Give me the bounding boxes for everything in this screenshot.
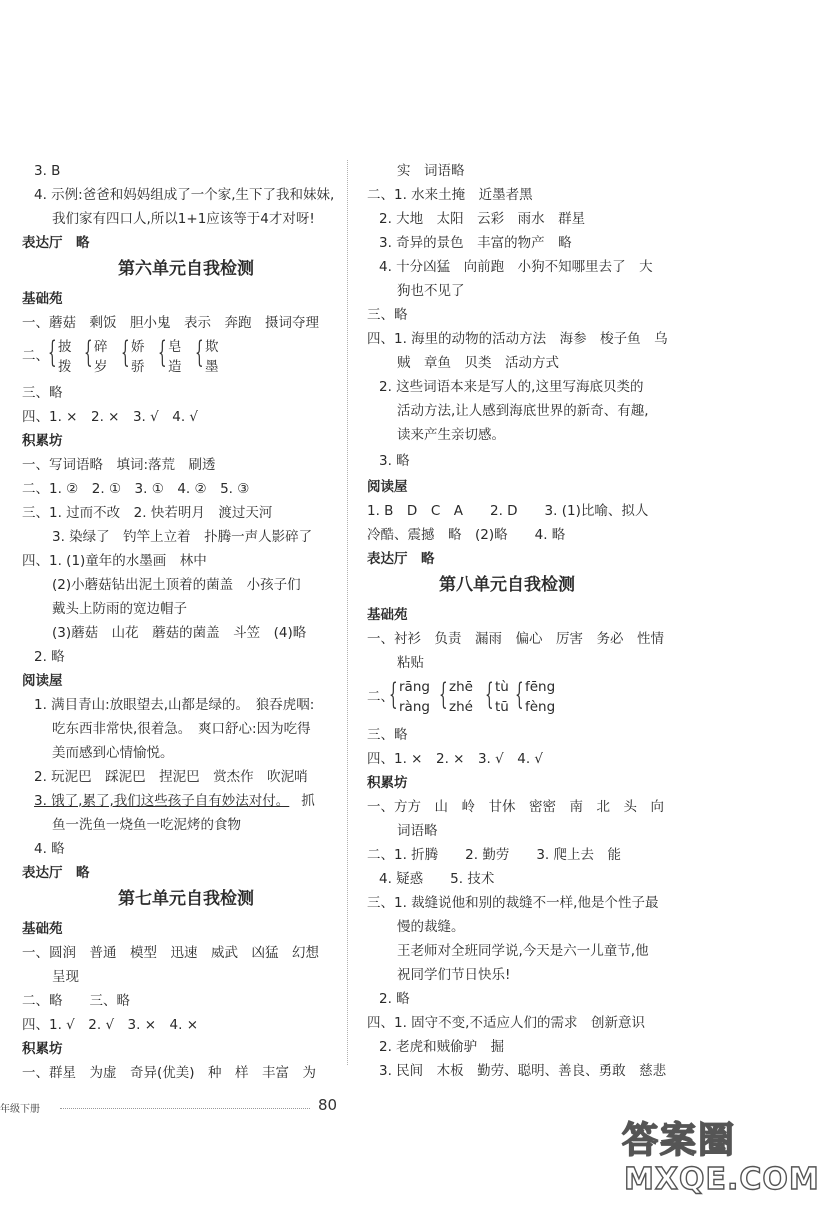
- answer-line: 吃东西非常快,很着急。 爽口舒心:因为吃得: [52, 721, 311, 737]
- answer-line: 2. 略: [379, 991, 410, 1007]
- answer-line: 四、1. √ 2. √ 3. × 4. ×: [22, 1017, 199, 1033]
- answer-line: 狗也不见了: [397, 283, 465, 299]
- answer-line: 读来产生亲切感。: [397, 427, 505, 443]
- char-pair-top: 披: [58, 339, 72, 355]
- underlined-answer: 3. 饿了,累了,我们这些孩子自有妙法对付。: [34, 793, 290, 809]
- brace-icon: {: [48, 335, 57, 370]
- pinyin-top: fēng: [525, 679, 556, 695]
- answer-line: 冷酷、震撼 略 (2)略 4. 略: [367, 527, 566, 543]
- answer-line: 美而感到心情愉悦。: [52, 745, 174, 761]
- answer-line: 二、: [22, 348, 49, 364]
- answer-line: 一、衬衫 负责 漏雨 偏心 厉害 务必 性情: [367, 631, 664, 647]
- brace-icon: {: [84, 335, 93, 370]
- answer-line: 三、略: [367, 727, 408, 743]
- footer-grade-label: 年级下册: [0, 1104, 40, 1115]
- answer-line: 2. 玩泥巴 踩泥巴 捏泥巴 赏杰作 吹泥哨: [34, 769, 308, 785]
- pinyin-bottom: tū: [495, 699, 509, 715]
- char-pair-top: 碎: [94, 339, 108, 355]
- answer-line: 贼 章鱼 贝类 活动方式: [397, 355, 559, 371]
- pinyin-bottom: fèng: [525, 699, 556, 715]
- watermark-url: MXQE.COM: [624, 1162, 820, 1197]
- section-label: 基础苑: [367, 607, 408, 623]
- section-label: 积累坊: [22, 433, 63, 449]
- answer-line: 二、1. 折腾 2. 勤劳 3. 爬上去 能: [367, 847, 622, 863]
- section-label: 积累坊: [367, 775, 408, 791]
- answer-line: 王老师对全班同学说,今天是六一儿童节,他: [397, 943, 649, 959]
- watermark-text: 答案圈: [622, 1120, 737, 1161]
- answer-line: 3. 奇异的景色 丰富的物产 略: [379, 235, 572, 251]
- brace-icon: {: [485, 677, 494, 712]
- answer-line: [34, 792, 315, 810]
- answer-line: 二、1. ② 2. ① 3. ① 4. ② 5. ③: [22, 481, 250, 497]
- answer-line: 粘贴: [397, 655, 424, 671]
- answer-line: 四、1. 海里的动物的活动方法 海参 梭子鱼 乌: [367, 331, 668, 347]
- section-label: 表达厅 略: [22, 865, 90, 881]
- answer-line: 一、群星 为虚 奇异(优美) 种 样 丰富 为: [22, 1065, 317, 1081]
- answer-line: (2)小蘑菇钻出泥土顶着的菌盖 小孩子们: [52, 577, 301, 593]
- section-label: 积累坊: [22, 1041, 63, 1057]
- answer-line: 一、方方 山 岭 甘休 密密 南 北 头 向: [367, 799, 664, 815]
- char-pair-bottom: 岁: [94, 359, 108, 375]
- unit-title: 第八单元自我检测: [439, 575, 575, 595]
- answer-line: 二、: [367, 689, 394, 705]
- section-label: 基础苑: [22, 291, 63, 307]
- answer-line: 2. 这些词语本来是写人的,这里写海底贝类的: [379, 379, 644, 395]
- answer-line: 三、1. 过而不改 2. 快若明月 渡过天河: [22, 505, 273, 521]
- answer-line: 4. 疑惑 5. 技术: [379, 871, 495, 887]
- answer-line: 呈现: [52, 969, 79, 985]
- pinyin-bottom: zhé: [449, 699, 473, 715]
- answer-line: 3. 民间 木板 勤劳、聪明、善良、勇敢 慈悲: [379, 1063, 667, 1079]
- answer-line: 戴头上防雨的宽边帽子: [52, 601, 187, 617]
- brace-icon: {: [439, 677, 448, 712]
- answer-line: 实 词语略: [397, 163, 465, 179]
- answer-line: 1. 满目青山:放眼望去,山都是绿的。 狼吞虎咽:: [34, 697, 315, 713]
- brace-icon: {: [389, 677, 398, 712]
- brace-icon: {: [195, 335, 204, 370]
- brace-icon: {: [515, 677, 524, 712]
- answer-line: 一、蘑菇 剩饭 胆小鬼 表示 奔跑 摄词夺理: [22, 315, 319, 331]
- char-pair-bottom: 造: [168, 359, 182, 375]
- char-pair-top: 皂: [168, 339, 182, 355]
- char-pair-bottom: 拨: [58, 359, 72, 375]
- section-label: 表达厅 略: [22, 235, 90, 251]
- column-divider: [347, 160, 348, 1065]
- answer-line: 四、1. × 2. × 3. √ 4. √: [367, 751, 544, 767]
- answer-line: 2. 老虎和贼偷驴 掘: [379, 1039, 505, 1055]
- pinyin-top: tù: [495, 679, 509, 695]
- answer-line: 一、写词语略 填词:落荒 刷透: [22, 457, 216, 473]
- answer-line: 祝同学们节日快乐!: [397, 967, 511, 983]
- answer-line: 慢的裁缝。: [397, 919, 465, 935]
- char-pair-top: 娇: [131, 339, 145, 355]
- answer-line: 3. 略: [379, 453, 410, 469]
- answer-line: 词语略: [397, 823, 438, 839]
- section-label: 基础苑: [22, 921, 63, 937]
- section-label: 阅读屋: [367, 479, 408, 495]
- answer-line: 4. 十分凶猛 向前跑 小狗不知哪里去了 大: [379, 259, 653, 275]
- pinyin-bottom: ràng: [399, 699, 430, 715]
- answer-line: 1. B D C A 2. D 3. (1)比喻、拟人: [367, 503, 649, 519]
- answer-line: 三、1. 裁缝说他和别的裁缝不一样,他是个性子最: [367, 895, 659, 911]
- answer-line: 四、1. × 2. × 3. √ 4. √: [22, 409, 199, 425]
- answer-tail: 抓: [301, 793, 315, 809]
- answer-line: 2. 略: [34, 649, 65, 665]
- unit-title: 第六单元自我检测: [118, 259, 254, 279]
- char-pair-bottom: 骄: [131, 359, 145, 375]
- answer-line: 我们家有四口人,所以1+1应该等于4才对呀!: [52, 211, 315, 227]
- answer-line: (3)蘑菇 山花 蘑菇的菌盖 斗笠 (4)略: [52, 625, 307, 641]
- pinyin-top: zhē: [449, 679, 473, 695]
- answer-line: 活动方法,让人感到海底世界的新奇、有趣,: [397, 403, 649, 419]
- unit-title: 第七单元自我检测: [118, 889, 254, 909]
- section-label: 阅读屋: [22, 673, 63, 689]
- answer-line: 四、1. 固守不变,不适应人们的需求 创新意识: [367, 1015, 645, 1031]
- answer-line: 4. 示例:爸爸和妈妈组成了一个家,生下了我和妹妹,: [34, 187, 335, 203]
- answer-line: 四、1. (1)童年的水墨画 林中: [22, 553, 207, 569]
- answer-line: 二、1. 水来土掩 近墨者黑: [367, 187, 533, 203]
- page-number: 80: [318, 1096, 338, 1114]
- answer-line: 三、略: [22, 385, 63, 401]
- answer-line: 三、略: [367, 307, 408, 323]
- answer-line: 3. 染绿了 钓竿上立着 扑腾一声人影碎了: [52, 529, 313, 545]
- brace-icon: {: [121, 335, 130, 370]
- char-pair-top: 欺: [205, 339, 219, 355]
- answer-line: 一、圆润 普通 模型 迅速 威武 凶猛 幻想: [22, 945, 319, 961]
- char-pair-bottom: 墨: [205, 359, 219, 375]
- watermark-logo: [622, 1112, 820, 1198]
- pinyin-top: rāng: [399, 679, 430, 695]
- answer-line: 二、略 三、略: [22, 993, 130, 1009]
- answer-line: 3. B: [34, 163, 61, 179]
- answer-line: 4. 略: [34, 841, 65, 857]
- brace-icon: {: [158, 335, 167, 370]
- answer-line: 鱼一洗鱼一烧鱼一吃泥烤的食物: [52, 817, 241, 833]
- section-label: 表达厅 略: [367, 551, 435, 567]
- answer-line: 2. 大地 太阳 云彩 雨水 群星: [379, 211, 586, 227]
- footer-rule: [60, 1108, 310, 1109]
